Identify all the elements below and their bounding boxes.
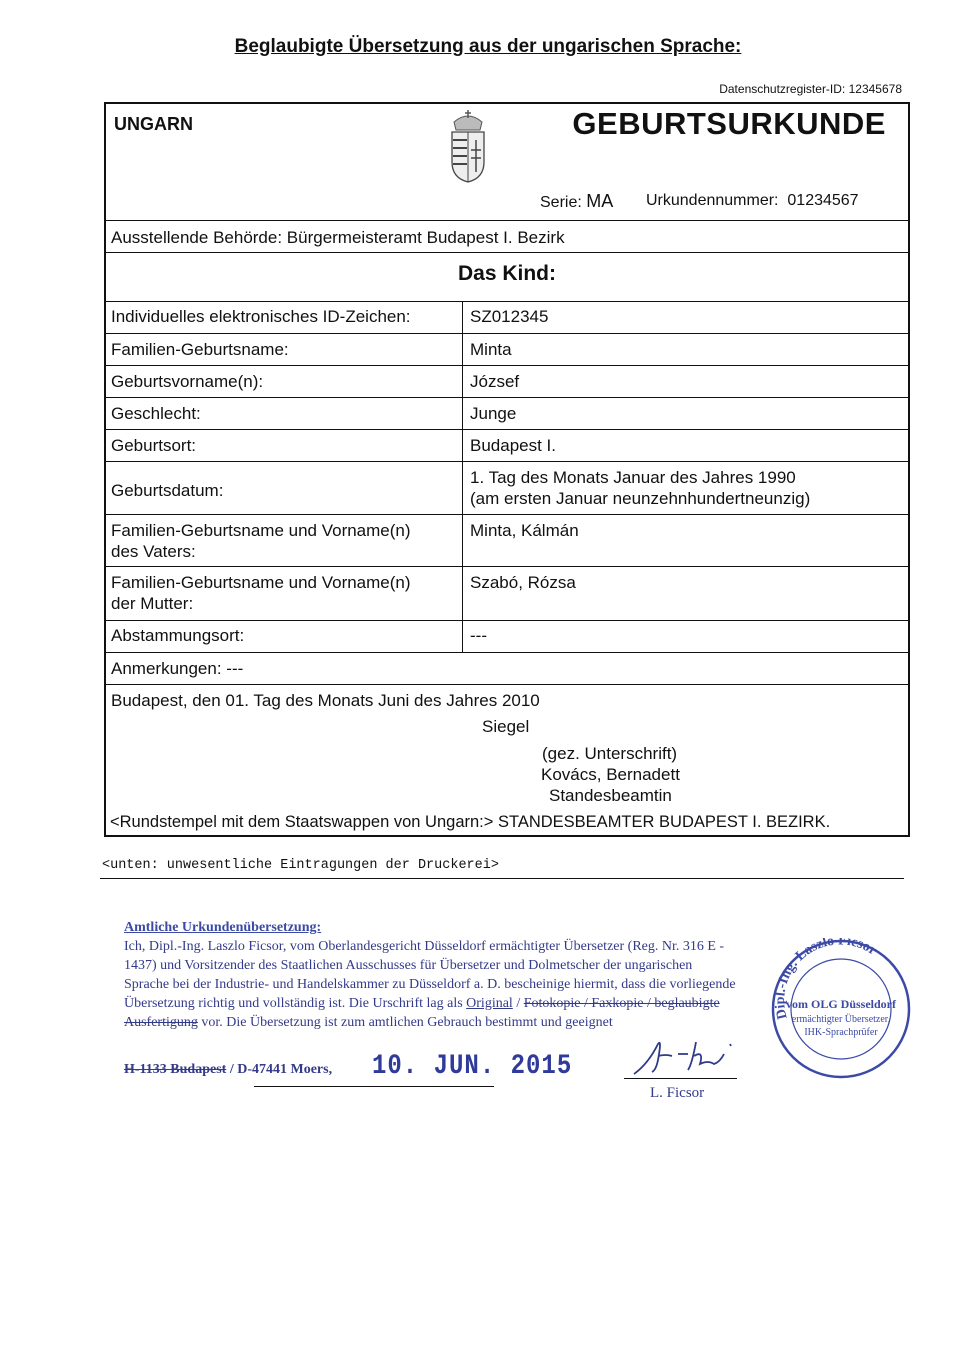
translator-name: L. Ficsor xyxy=(650,1085,705,1101)
struck-city: H-1133 Budapest xyxy=(124,1062,227,1077)
row-label-father-2: des Vaters: xyxy=(111,542,196,561)
row-value-sex: Junge xyxy=(470,404,517,423)
serie-label: Serie: xyxy=(540,194,582,211)
serie-field xyxy=(540,191,613,213)
privacy-register-id: Datenschutzregister-ID: 12345678 xyxy=(719,82,902,96)
divider xyxy=(254,1086,494,1087)
translator-seal xyxy=(770,938,912,1080)
printer-note: <unten: unwesentliche Eintragungen der Druckerei> xyxy=(102,858,499,873)
birth-certificate-frame xyxy=(104,102,910,837)
row-label-birthplace: Geburtsort: xyxy=(111,436,197,455)
registrar-name: Kovács, Bernadett xyxy=(541,765,680,784)
seal-note: Siegel xyxy=(482,717,530,736)
signature-note: (gez. Unterschrift) xyxy=(542,744,678,763)
row-value-father: Minta, Kálmán xyxy=(470,521,579,540)
row-value-family-name: Minta xyxy=(470,340,512,359)
translation-city: / D-47441 Moers, xyxy=(229,1062,333,1077)
row-label-family-name: Familien-Geburtsname: xyxy=(111,340,289,359)
row-value-lineage-place: --- xyxy=(470,626,487,645)
serie-value: MA xyxy=(586,191,614,211)
registrar-title: Standesbeamtin xyxy=(549,786,672,805)
certification-slash: / xyxy=(516,996,521,1011)
seal-line-ihk: IHK-Sprachprüfer xyxy=(804,1027,878,1038)
row-label-given-name: Geburtsvorname(n): xyxy=(111,372,264,391)
certification-original: Original xyxy=(466,996,513,1011)
handwritten-signature xyxy=(628,1034,738,1078)
date-stamp: 10. JUN. 2015 xyxy=(372,1050,573,1083)
certificate-number-value: 01234567 xyxy=(787,192,859,209)
round-stamp-note: <Rundstempel mit dem Staatswappen von Ungarn:> STANDESBEAMTER BUDAPEST I. BEZIRK. xyxy=(110,813,831,831)
issuing-authority: Ausstellende Behörde: Bürgermeisteramt Budapest I. Bezirk xyxy=(111,228,565,247)
document-title: GEBURTSURKUNDE xyxy=(572,106,886,141)
row-value-mother: Szabó, Rózsa xyxy=(470,573,576,592)
seal-line-court: vom OLG Düsseldorf xyxy=(785,997,897,1011)
translation-place xyxy=(124,1062,332,1078)
certification-text: Ich, Dipl.-Ing. Laszlo Ficsor, vom Oberlandesgericht Düsseldorf ermächtigter Übersetzer (Reg. Nr. 316 E - 1437) und Vorsitzender des Staatlichen Ausschusses für Übersetzer und Dolmetscher der ungarischen Sprache bei der Industrie- und Handelskammer zu Düsseldorf a. D. bescheinige hiermit, dass die vorliegende Übersetzung richtig und vollständig ist. Die Urschrift lag als xyxy=(124,939,736,1011)
divider xyxy=(100,878,904,879)
row-label-sex: Geschlecht: xyxy=(111,404,201,423)
row-label-mother: Familien-Geburtsname und Vorname(n) xyxy=(111,573,411,592)
certificate-number-field xyxy=(646,191,859,211)
divider xyxy=(624,1078,737,1079)
row-value-birthdate: 1. Tag des Monats Januar des Jahres 1990 xyxy=(470,468,796,487)
row-value-id: SZ012345 xyxy=(470,307,549,326)
section-title-child: Das Kind: xyxy=(457,262,556,285)
place-and-date: Budapest, den 01. Tag des Monats Juni des Jahres 2010 xyxy=(111,691,540,710)
row-label-mother-2: der Mutter: xyxy=(111,594,194,613)
translation-heading: Beglaubigte Übersetzung aus der ungarischen Sprache: xyxy=(234,36,742,57)
remarks: Anmerkungen: --- xyxy=(111,659,244,678)
row-value-birthdate-words: (am ersten Januar neunzehnhundertneunzig) xyxy=(470,489,811,508)
row-label-father: Familien-Geburtsname und Vorname(n) xyxy=(111,521,411,540)
certification-title: Amtliche Urkundenübersetzung: xyxy=(124,920,322,935)
row-value-given-name: József xyxy=(470,372,520,391)
seal-name: Dipl.-Ing. Laszlo Ficsor xyxy=(773,938,880,1021)
translator-certification xyxy=(124,918,738,1032)
certification-struck-options: Fotokopie / Faxkopie / beglaubigte Ausfertigung xyxy=(124,996,720,1030)
row-value-birthplace: Budapest I. xyxy=(470,436,557,455)
row-label-id: Individuelles elektronisches ID-Zeichen: xyxy=(111,307,411,326)
row-label-lineage-place: Abstammungsort: xyxy=(111,626,245,645)
hungarian-coat-of-arms-icon xyxy=(446,110,490,184)
country-label: UNGARN xyxy=(114,114,193,134)
seal-line-role: ermächtigter Übersetzer, xyxy=(791,1014,891,1025)
certification-text-end: vor. Die Übersetzung ist zum amtlichen Gebrauch bestimmt und geeignet xyxy=(201,1015,613,1030)
certificate-number-label: Urkundennummer: xyxy=(646,192,779,209)
row-label-birthdate: Geburtsdatum: xyxy=(111,481,224,500)
